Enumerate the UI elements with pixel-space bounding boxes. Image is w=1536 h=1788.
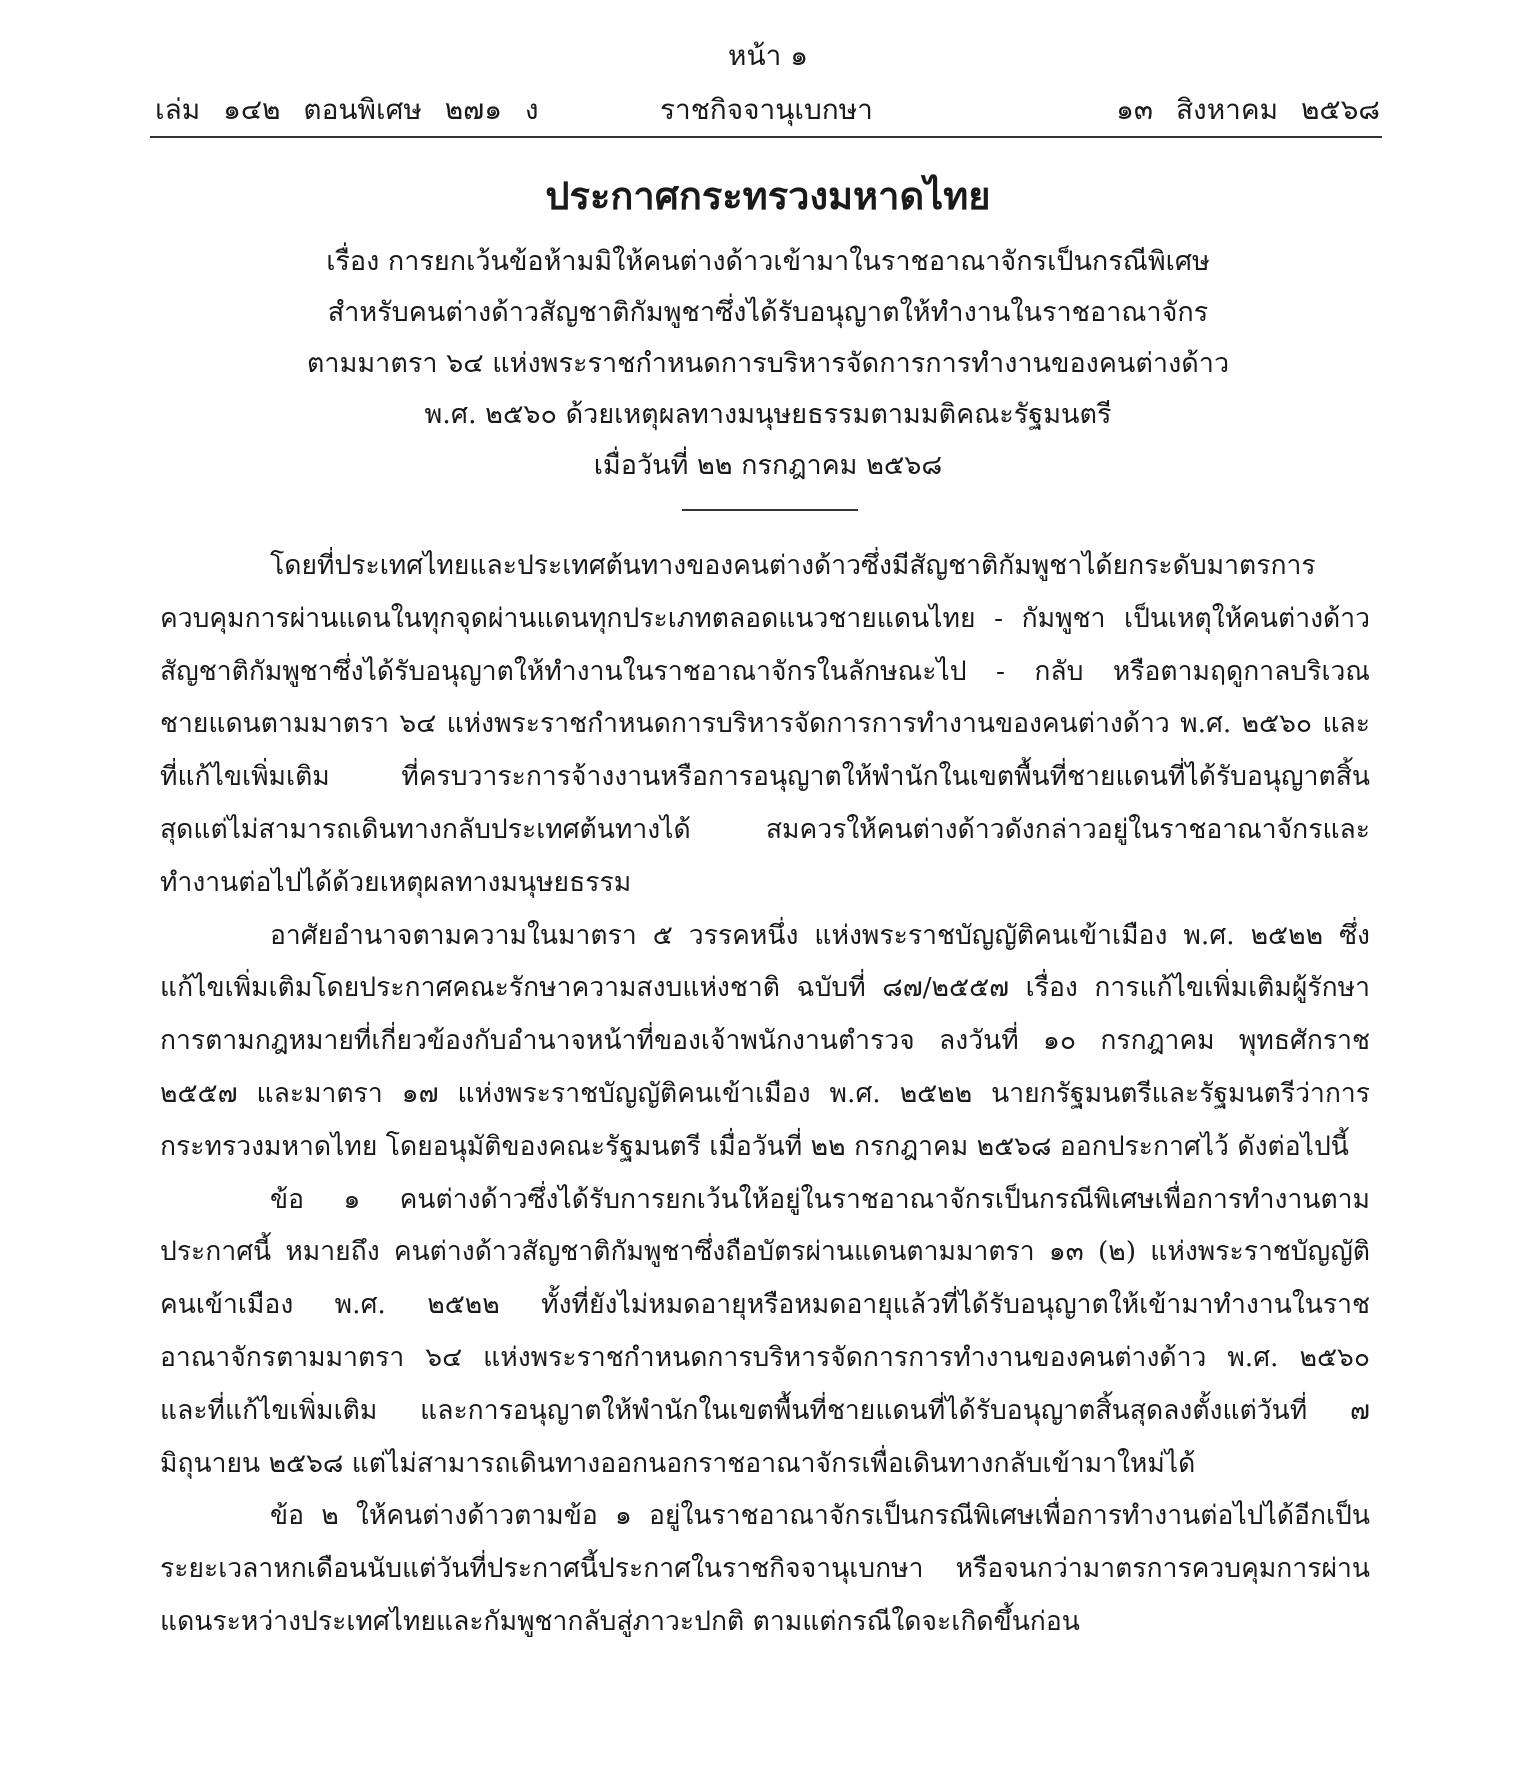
page-number: หน้า ๑ [728, 39, 808, 72]
body-paragraph-authority: อาศัยอำนาจตามความในมาตรา ๕ วรรคหนึ่ง แห่งพระราชบัญญัติคนเข้าเมือง พ.ศ. ๒๕๒๒ ซึ่งแก้ไขเพิ่มเติมโดยประกาศคณะรักษาความสงบแห่งชาติ ฉบับที่ ๘๗/๒๕๕๗ เรื่อง การแก้ไขเพิ่มเติมผู้รักษาการตามกฎหมายที่เกี่ยวข้องกับอำนาจหน้าที่ของเจ้าพนักงานตำรวจ ลงวันที่ ๑๐ กรกฎาคม พุทธศักราช ๒๕๕๗ และมาตรา ๑๗ แห่งพระราชบัญญัติคนเข้าเมือง พ.ศ. ๒๕๒๒ นายกรัฐมนตรีและรัฐมนตรีว่าการกระทรวงมหาดไทย โดยอนุมัติของคณะรัฐมนตรี เมื่อวันที่ ๒๒ กรกฎาคม ๒๕๖๘ ออกประกาศไว้ ดังต่อไปนี้ [160, 919, 1370, 1162]
subject-line: ตามมาตรา ๖๔ แห่งพระราชกำหนดการบริหารจัดการการทำงานของคนต่างด้าว [306, 348, 1230, 379]
body-paragraph-clause-1: ข้อ ๑ คนต่างด้าวซึ่งได้รับการยกเว้นให้อยู่ในราชอาณาจักรเป็นกรณีพิเศษเพื่อการทำงานตามประกาศนี้ หมายถึง คนต่างด้าวสัญชาติกัมพูชาซึ่งถือบัตรผ่านแดนตามมาตรา ๑๓ (๒) แห่งพระราชบัญญัติคนเข้าเมือง พ.ศ. ๒๕๒๒ ทั้งที่ยังไม่หมดอายุหรือหมดอายุแล้วที่ได้รับอนุญาตให้เข้ามาทำงานในราชอาณาจักรตามมาตรา ๖๔ แห่งพระราชกำหนดการบริหารจัดการการทำงานของคนต่างด้าว พ.ศ. ๒๕๖๐ และที่แก้ไขเพิ่มเติม และการอนุญาตให้พำนักในเขตพื้นที่ชายแดนที่ได้รับอนุญาตสิ้นสุดลงตั้งแต่วันที่ ๗ มิถุนายน ๒๕๖๘ แต่ไม่สามารถเดินทางออกนอกราชอาณาจักรเพื่อเดินทางกลับเข้ามาใหม่ได้ [160, 1183, 1370, 1479]
announcement-body [160, 540, 1370, 1649]
subject-line: พ.ศ. ๒๕๖๐ ด้วยเหตุผลทางมนุษยธรรมตามมติคณะรัฐมนตรี [424, 399, 1112, 430]
gazette-name: ราชกิจจานุเบกษา [660, 93, 873, 126]
subject-line: เรื่อง การยกเว้นข้อห้ามมิให้คนต่างด้าวเข้ามาในราชอาณาจักรเป็นกรณีพิเศษ [326, 246, 1210, 277]
announcement-title: ประกาศกระทรวงมหาดไทย [545, 173, 991, 218]
header-rule [150, 136, 1382, 138]
subject-line: เมื่อวันที่ ๒๒ กรกฎาคม ๒๕๖๘ [593, 450, 943, 481]
body-paragraph-clause-2: ข้อ ๒ ให้คนต่างด้าวตามข้อ ๑ อยู่ในราชอาณาจักรเป็นกรณีพิเศษเพื่อการทำงานต่อไปได้อีกเป็นระยะเวลาหกเดือนนับแต่วันที่ประกาศนี้ประกาศในราชกิจจานุเบกษา หรือจนกว่ามาตรการควบคุมการผ่านแดนระหว่างประเทศไทยและกัมพูชากลับสู่ภาวะปกติ ตามแต่กรณีใดจะเกิดขึ้นก่อน [160, 1500, 1370, 1637]
announcement-subject [150, 236, 1386, 491]
title-divider [682, 509, 858, 511]
subject-line: สำหรับคนต่างด้าวสัญชาติกัมพูชาซึ่งได้รับอนุญาตให้ทำงานในราชอาณาจักร [327, 297, 1209, 328]
publication-date: ๑๓ สิงหาคม ๒๕๖๘ [1116, 93, 1380, 126]
volume-issue: เล่ม ๑๔๒ ตอนพิเศษ ๒๗๑ ง [155, 93, 539, 126]
gazette-header [155, 90, 1380, 130]
body-paragraph-preamble: โดยที่ประเทศไทยและประเทศต้นทางของคนต่างด้าวซึ่งมีสัญชาติกัมพูชาได้ยกระดับมาตรการควบคุมการผ่านแดนในทุกจุดผ่านแดนทุกประเภทตลอดแนวชายแดนไทย - กัมพูชา เป็นเหตุให้คนต่างด้าวสัญชาติกัมพูชาซึ่งได้รับอนุญาตให้ทำงานในราชอาณาจักรในลักษณะไป - กลับ หรือตามฤดูกาลบริเวณชายแดนตามมาตรา ๖๔ แห่งพระราชกำหนดการบริหารจัดการการทำงานของคนต่างด้าว พ.ศ. ๒๕๖๐ และที่แก้ไขเพิ่มเติม ที่ครบวาระการจ้างงานหรือการอนุญาตให้พำนักในเขตพื้นที่ชายแดนที่ได้รับอนุญาตสิ้นสุดแต่ไม่สามารถเดินทางกลับประเทศต้นทางได้ สมควรให้คนต่างด้าวดังกล่าวอยู่ในราชอาณาจักรและทำงานต่อไปได้ด้วยเหตุผลทางมนุษยธรรม [160, 550, 1370, 898]
